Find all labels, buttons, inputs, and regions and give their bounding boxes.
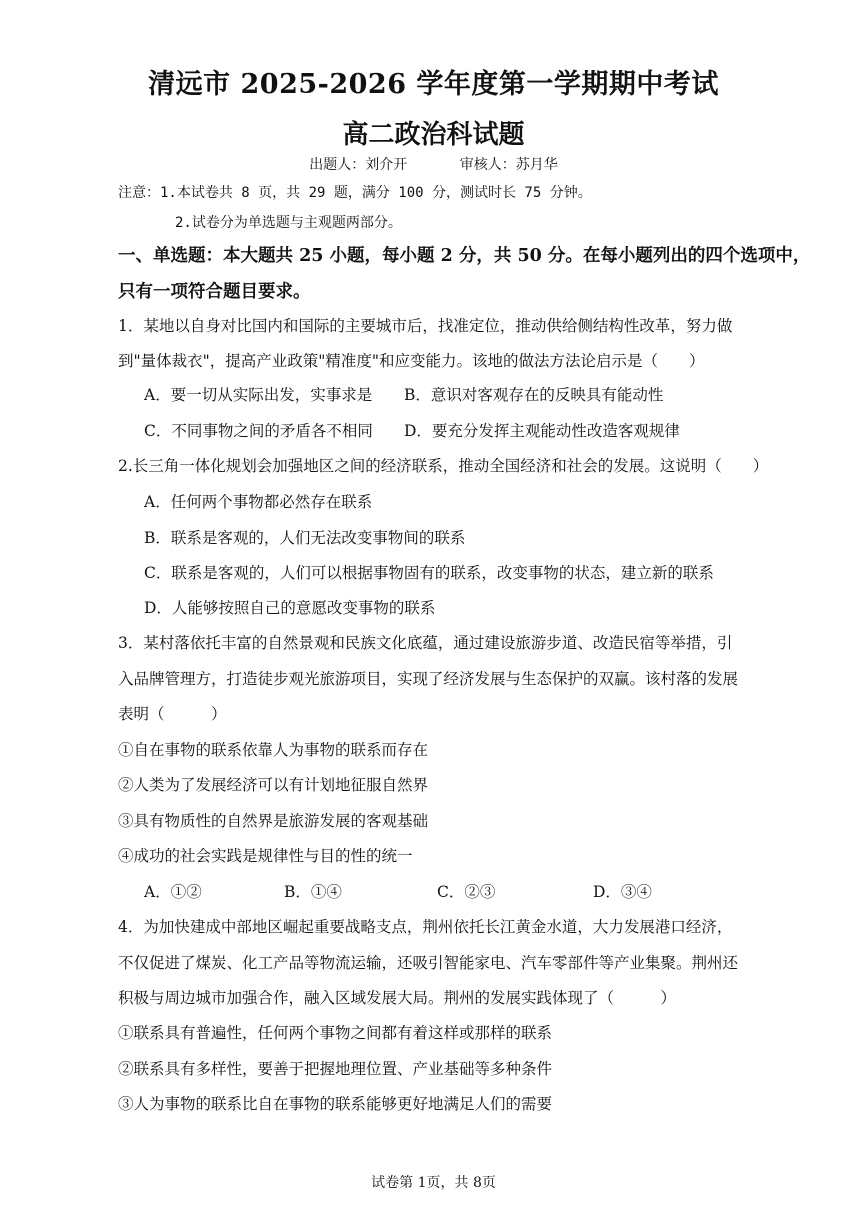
q4-stem-line-2: 不仅促进了煤炭、化工产品等物流运输，还吸引智能家电、汽车零部件等产业集聚。荆州还 [118, 954, 739, 972]
q2-option-c: C．联系是客观的，人们可以根据事物固有的联系，改变事物的状态，建立新的联系 [144, 564, 714, 582]
authors-line [0, 154, 867, 174]
q3-statement-3: ③具有物质性的自然界是旅游发展的客观基础 [118, 812, 429, 830]
q2-option-b: B．联系是客观的，人们无法改变事物间的联系 [144, 529, 466, 547]
q3-statement-4: ④成功的社会实践是规律性与目的性的统一 [118, 847, 413, 865]
page-footer: 试卷第 1页，共 8页 [371, 1175, 496, 1191]
q4-statement-3: ③人为事物的联系比自在事物的联系能够更好地满足人们的需要 [118, 1095, 553, 1113]
q1-option-b: B．意识对客观存在的反映具有能动性 [404, 386, 664, 404]
q3-stem-line-2: 入品牌管理方，打造徒步观光旅游项目，实现了经济发展与生态保护的双赢。该村落的发展 [118, 670, 739, 688]
setter-label: 出题人：刘介开 [309, 157, 408, 173]
q3-option-a: A．①② [144, 883, 202, 901]
q4-stem-line-3: 积极与周边城市加强合作，融入区域发展大局。荆州的发展实践体现了（ ） [118, 989, 677, 1007]
q2-option-d: D．人能够按照自己的意愿改变事物的联系 [144, 599, 436, 617]
section-heading-line-1: 一、单选题：本大题共 25 小题，每小题 2 分，共 50 分。在每小题列出的四个选项中， [118, 246, 811, 266]
q3-option-d: D．③④ [593, 883, 652, 901]
q3-option-c: C．②③ [437, 883, 496, 901]
reviewer-label: 审核人：苏月华 [459, 157, 558, 173]
q4-statement-2: ②联系具有多样性，要善于把握地理位置、产业基础等多种条件 [118, 1060, 553, 1078]
q1-option-d: D．要充分发挥主观能动性改造客观规律 [404, 422, 680, 440]
q3-stem-line-3: 表明（ ） [118, 705, 227, 723]
q3-option-b: B．①④ [284, 883, 342, 901]
q1-stem-line-1: 1．某地以自身对比国内和国际的主要城市后，找准定位，推动供给侧结构性改革，努力做 [118, 317, 733, 335]
q1-option-a: A．要一切从实际出发，实事求是 [144, 386, 373, 404]
q2-stem-line-1: 2.长三角一体化规划会加强地区之间的经济联系，推动全国经济和社会的发展。这说明（ ） [118, 457, 769, 475]
q4-stem-line-1: 4．为加快建成中部地区崛起重要战略支点，荆州依托长江黄金水道，大力发展港口经济， [118, 918, 733, 936]
note-2: 2.试卷分为单选题与主观题两部分。 [175, 215, 402, 231]
q4-statement-1: ①联系具有普遍性，任何两个事物之间都有着这样或那样的联系 [118, 1024, 553, 1042]
q2-option-a: A．任何两个事物都必然存在联系 [144, 493, 373, 511]
q3-statement-2: ②人类为了发展经济可以有计划地征服自然界 [118, 776, 429, 794]
note-1: 注意：1.本试卷共 8 页，共 29 题，满分 100 分，测试时长 75 分钟。 [118, 185, 592, 201]
exam-title: 清远市 2025-2026 学年度第一学期期中考试 [148, 69, 719, 100]
q3-stem-line-1: 3．某村落依托丰富的自然景观和民族文化底蕴，通过建设旅游步道、改造民宿等举措，引 [118, 634, 733, 652]
section-heading-line-2: 只有一项符合题目要求。 [118, 282, 311, 302]
q1-stem-line-2: 到"量体裁衣"，提高产业政策"精准度"和应变能力。该地的做法方法论启示是（ ） [118, 352, 705, 370]
q1-option-c: C．不同事物之间的矛盾各不相同 [144, 422, 373, 440]
q3-statement-1: ①自在事物的联系依靠人为事物的联系而存在 [118, 741, 429, 759]
exam-subtitle: 高二政治科试题 [342, 120, 525, 150]
